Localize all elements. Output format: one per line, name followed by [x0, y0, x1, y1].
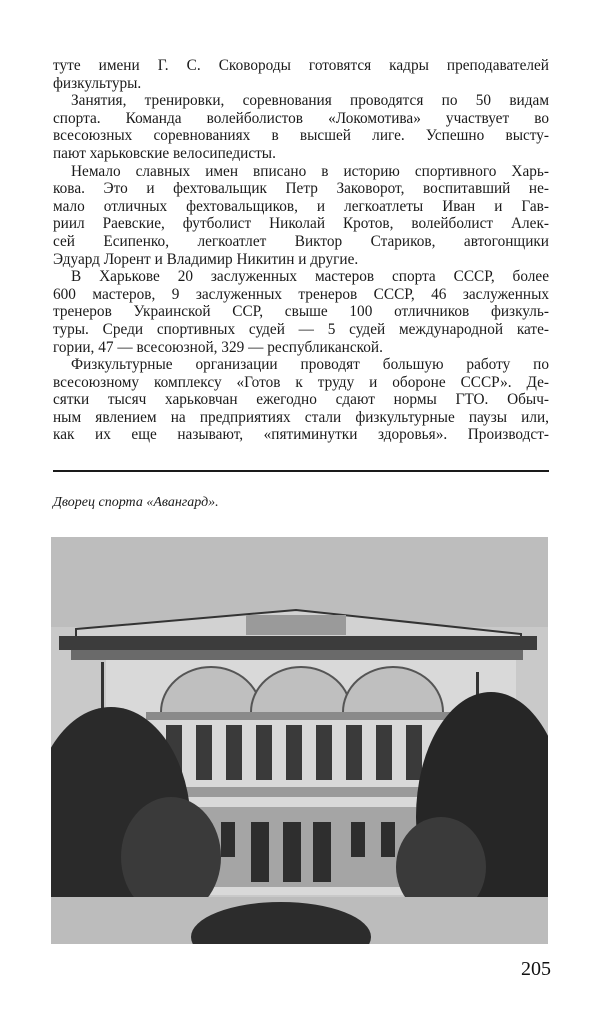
text-line: кова. Это и фехтовальщик Петр Заковорот, воспитавший не-	[53, 180, 549, 198]
text-line: Немало славных имен вписано в историю спортивного Харь-	[71, 162, 549, 180]
text-line: сятки тысяч харьковчан ежегодно сдают нормы ГТО. Обыч-	[53, 391, 549, 409]
text-line: всесоюзному комплексу «Готов к труду и обороне СССР». Де-	[53, 373, 549, 391]
text-line: 600 мастеров, 9 заслуженных тренеров СССР, 46 заслуженных	[53, 285, 549, 303]
text-line: туте имени Г. С. Сковороды готовятся кадры преподавателей	[53, 57, 549, 74]
separator-rule	[53, 470, 549, 472]
text-line: Эдуард Лорент и Владимир Никитин и другие.	[53, 250, 359, 268]
text-line: туры. Среди спортивных судей — 5 судей международной кате-	[53, 320, 549, 338]
text-line: мало отличных фехтовальщиков, и легкоатлеты Иван и Гав-	[53, 197, 549, 215]
text-line: Занятия, тренировки, соревнования проводятся по 50 видам	[71, 92, 549, 110]
text-line: риил Раевские, футболист Николай Кротов, волейболист Алек-	[53, 215, 549, 233]
text-line: как их еще называют, «пятиминутки здоровья». Производст-	[53, 426, 549, 444]
text-line: гории, 47 — всесоюзной, 329 — республиканской.	[53, 338, 383, 356]
building-photo	[51, 537, 548, 944]
figure-caption: Дворец спорта «Авангард».	[53, 495, 219, 510]
text-line: физкультуры.	[53, 74, 142, 92]
text-line: спорта. Команда волейболистов «Локомотива» участвует во	[53, 109, 549, 127]
page-number: 205	[521, 958, 551, 980]
text-line: тренеров Украинской ССР, свыше 100 отличников физкуль-	[53, 303, 549, 321]
text-line: ным явлением на предприятиях стали физкультурные паузы или,	[53, 408, 549, 426]
text-line: всесоюзных соревнованиях в высшей лиге. Успешно высту-	[53, 127, 549, 145]
text-line: В Харькове 20 заслуженных мастеров спорта СССР, более	[71, 268, 549, 286]
text-line: сей Есипенко, легкоатлет Виктор Стариков, автогонщики	[53, 232, 549, 250]
text-line: пают харьковские велосипедисты.	[53, 144, 276, 162]
text-line: Физкультурные организации проводят большую работу по	[71, 356, 549, 374]
body-text	[53, 57, 549, 444]
